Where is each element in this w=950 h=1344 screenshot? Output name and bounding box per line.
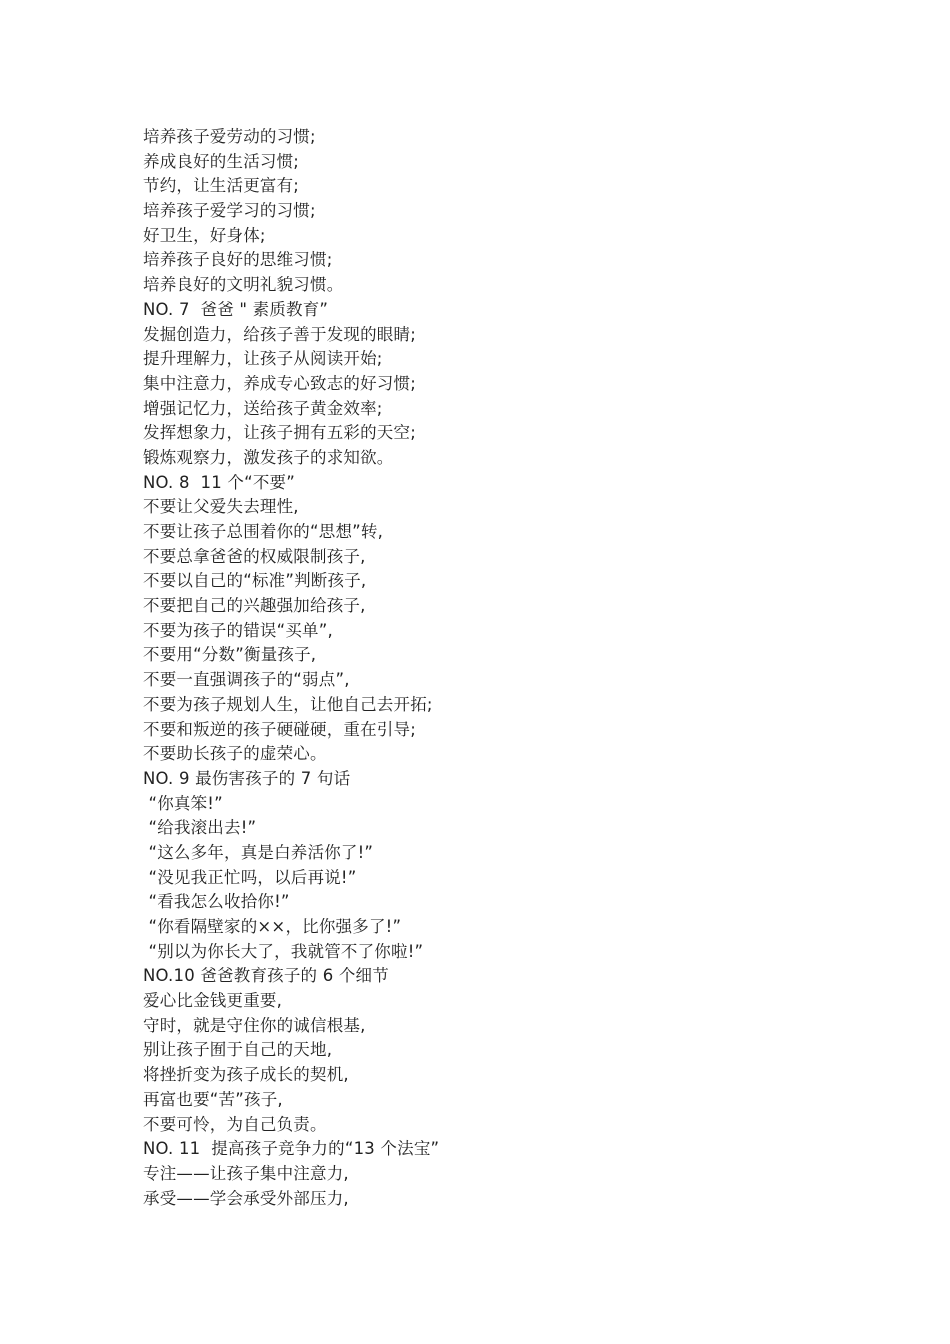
text-line: 专注——让孩子集中注意力,	[143, 1163, 349, 1183]
text-line: 提升理解力，让孩子从阅读开始;	[143, 349, 383, 369]
text-line: 别让孩子囿于自己的天地,	[143, 1040, 333, 1060]
quote-line: “别以为你长大了，我就管不了你啦!”	[143, 941, 424, 961]
quote-line: “你看隔壁家的××，比你强多了!”	[143, 917, 402, 936]
text-line: 培养良好的文明礼貌习惯。	[143, 275, 344, 295]
text-line: 不要以自己的“标准”判断孩子,	[143, 571, 367, 591]
text-line: 不要为孩子规划人生，让他自己去开拓;	[143, 694, 433, 714]
section-heading: NO. 11 提高孩子竞争力的“13 个法宝”	[143, 1139, 440, 1159]
text-line: 不要可怜，为自己负责。	[143, 1114, 327, 1134]
text-line: 发掘创造力，给孩子善于发现的眼睛;	[143, 324, 416, 344]
quote-line: “你真笨!”	[143, 793, 223, 813]
quote-line: “没见我正忙吗，以后再说!”	[143, 867, 357, 887]
section-heading: NO. 8 11 个“不要”	[143, 472, 295, 492]
text-line: 不要把自己的兴趣强加给孩子,	[143, 596, 366, 616]
text-line: 不要让孩子总围着你的“思想”转,	[143, 522, 384, 541]
text-line: 不要用“分数”衡量孩子,	[143, 645, 317, 665]
section-heading: NO. 7 爸爸 " 素质教育”	[143, 299, 329, 319]
text-line: 承受——学会承受外部压力,	[143, 1188, 349, 1208]
text-line: 发挥想象力，让孩子拥有五彩的天空;	[143, 423, 416, 443]
text-line: 培养孩子爱学习的习惯;	[143, 201, 316, 221]
text-line: 锻炼观察力，激发孩子的求知欲。	[143, 447, 394, 467]
text-line: 守时，就是守住你的诚信根基,	[143, 1015, 366, 1035]
text-line: 培养孩子良好的思维习惯;	[143, 250, 333, 270]
text-line: 再富也要“苦”孩子,	[143, 1089, 283, 1109]
text-line: 不要一直强调孩子的“弱点”,	[143, 670, 350, 690]
text-line: 节约，让生活更富有;	[143, 176, 300, 196]
quote-line: “给我滚出去!”	[143, 818, 257, 838]
text-line: 不要让父爱失去理性,	[143, 497, 299, 517]
text-line: 集中注意力，养成专心致志的好习惯;	[143, 373, 416, 393]
section-heading: NO. 9 最伤害孩子的 7 句话	[143, 768, 351, 788]
text-line: 养成良好的生活习惯;	[143, 151, 300, 171]
document-body	[143, 125, 903, 1211]
text-line: 爱心比金钱更重要,	[143, 991, 283, 1011]
quote-line: “这么多年，真是白养活你了!”	[143, 842, 374, 862]
text-line: 不要为孩子的错误“买单”,	[143, 620, 333, 640]
text-line: 将挫折变为孩子成长的契机,	[143, 1065, 349, 1085]
quote-line: “看我怎么收拾你!”	[143, 892, 290, 912]
text-line: 培养孩子爱劳动的习惯;	[143, 127, 316, 146]
text-line: 好卫生，好身体;	[143, 225, 266, 245]
text-line: 不要助长孩子的虚荣心。	[143, 744, 327, 764]
section-heading: NO.10 爸爸教育孩子的 6 个细节	[143, 966, 389, 986]
text-line: 不要和叛逆的孩子硬碰硬，重在引导;	[143, 719, 416, 739]
text-line: 增强记忆力，送给孩子黄金效率;	[143, 398, 383, 418]
text-line: 不要总拿爸爸的权威限制孩子,	[143, 546, 366, 566]
